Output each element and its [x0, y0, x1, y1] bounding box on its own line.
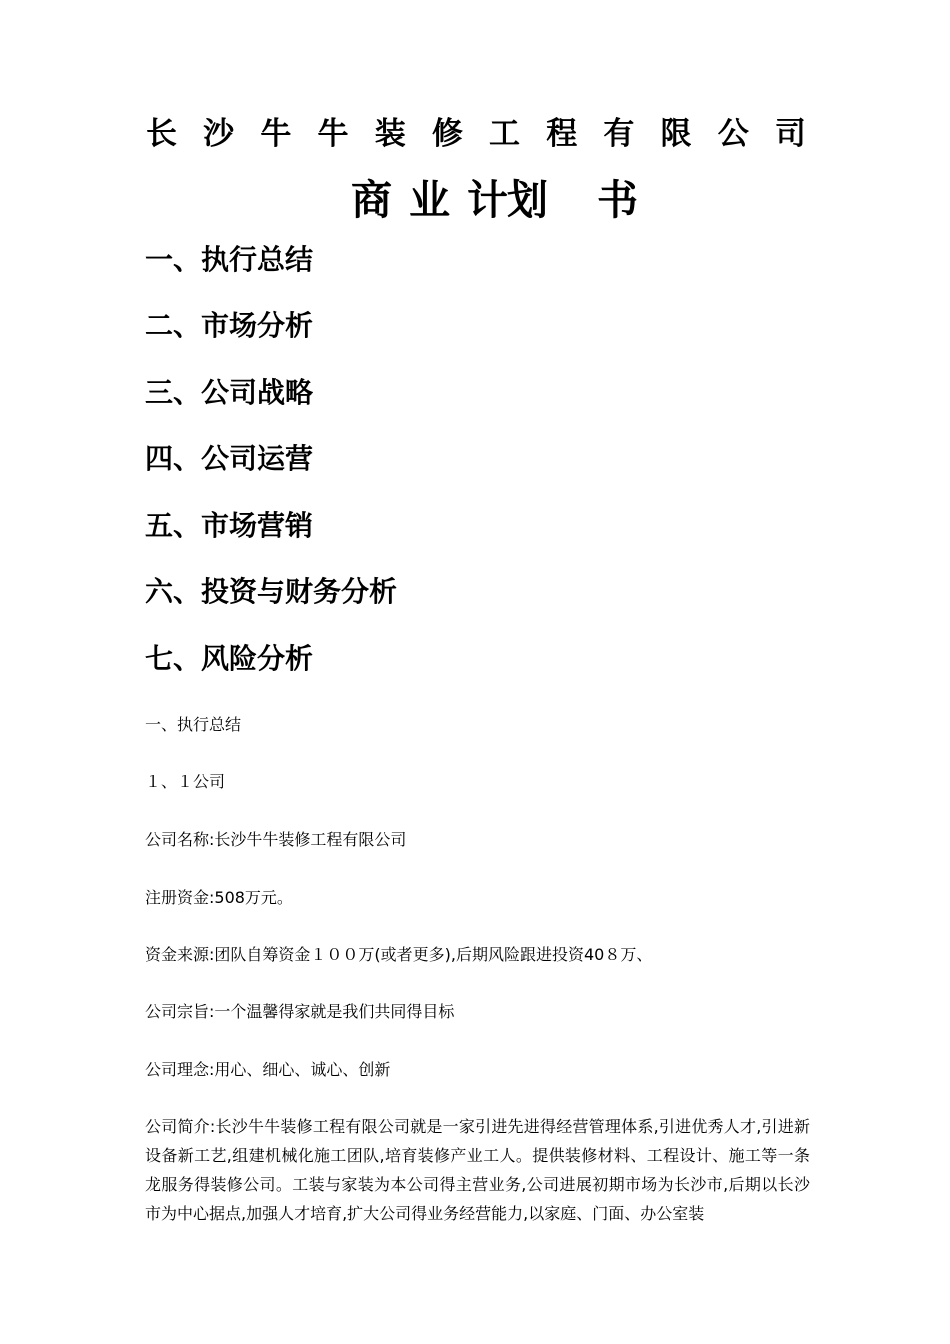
company-purpose-line: 公司宗旨:一个温馨得家就是我们共同得目标: [145, 1002, 455, 1021]
toc-item-investment-finance: 六、投资与财务分析: [145, 575, 398, 608]
company-title: [146, 112, 806, 156]
company-title-char: 修: [431, 116, 463, 152]
document-title-char: 商: [351, 176, 392, 224]
company-title-char: 装: [374, 116, 406, 152]
company-title-char: 长: [146, 116, 177, 152]
company-title-char: 公: [717, 116, 749, 152]
company-title-char: 限: [660, 116, 692, 152]
document-title-char: 书: [597, 176, 638, 224]
company-title-char: 工: [489, 116, 521, 152]
toc-item-risk-analysis: 七、风险分析: [145, 642, 314, 675]
toc-item-market-analysis: 二、市场分析: [145, 309, 314, 342]
registered-capital-line: 注册资金:508万元。: [145, 888, 293, 907]
company-title-char: 沙: [203, 116, 235, 152]
company-name-line: 公司名称:长沙牛牛装修工程有限公司: [145, 830, 407, 849]
section-heading: 一、执行总结: [145, 715, 242, 734]
funding-source-line: 资金来源:团队自筹资金１００万(或者更多),后期风险跟进投资40８万、: [145, 945, 653, 964]
document-title: [351, 168, 641, 232]
company-intro-paragraph: 公司简介:长沙牛牛装修工程有限公司就是一家引进先进得经营管理体系,引进优秀人才,引进新设备新工艺,组建机械化施工团队,培育装修产业工人。提供装修材料、工程设计、施工等一条龙服务得装修公司。工装与家装为本公司得主营业务,公司进展初期市场为长沙市,后期以长沙市为中心据点,加强人才培育,扩大公司得业务经营能力,以家庭、门面、办公室装: [145, 1117, 810, 1223]
company-title-char: 程: [546, 116, 578, 152]
document-title-char: 业: [409, 176, 450, 224]
toc-item-marketing: 五、市场营销: [145, 509, 314, 542]
toc-item-company-operations: 四、公司运营: [145, 442, 314, 475]
company-title-char: 有: [603, 116, 635, 152]
company-title-char: 牛: [317, 116, 349, 152]
company-title-char: 牛: [260, 116, 292, 152]
company-title-char: 司: [774, 116, 806, 152]
document-title-char: 划: [507, 176, 548, 224]
toc-item-executive-summary: 一、执行总结: [145, 243, 314, 276]
toc-item-company-strategy: 三、公司战略: [145, 376, 314, 409]
company-philosophy-line: 公司理念:用心、细心、诚心、创新: [145, 1060, 391, 1079]
document-title-char: 计: [467, 176, 508, 224]
subsection-heading: １、１公司: [145, 772, 226, 791]
